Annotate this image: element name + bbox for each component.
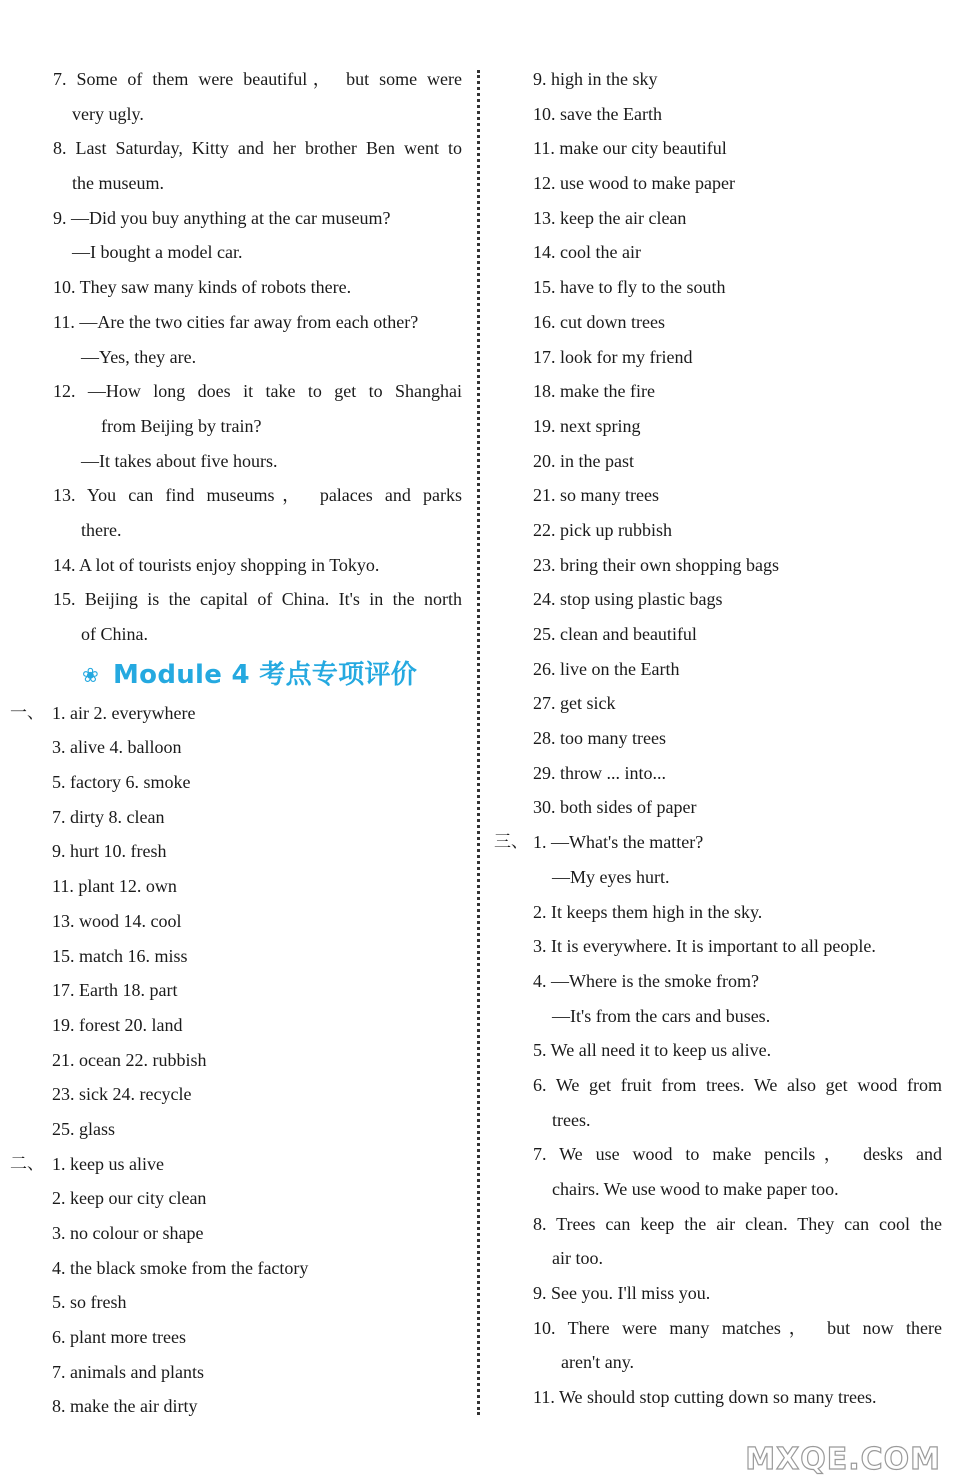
answer-line	[0, 617, 475, 652]
answer-line	[488, 235, 948, 270]
answer-line	[488, 582, 948, 617]
answer-line	[0, 235, 475, 270]
answer-line	[0, 582, 475, 617]
answer-line	[488, 444, 948, 479]
watermark-logo: MXQE.COM	[745, 1442, 941, 1477]
answer-line	[488, 895, 948, 930]
answer-line	[488, 1345, 948, 1380]
answer-text: 7. We use wood to make pencils， desks and	[533, 1144, 942, 1165]
answer-line	[0, 834, 475, 869]
answer-text: 5. We all need it to keep us alive.	[533, 1040, 772, 1061]
answer-line	[488, 340, 948, 375]
answer-text: 10. They saw many kinds of robots there.	[53, 277, 352, 298]
answer-line	[488, 617, 948, 652]
answer-text: —Yes, they are.	[81, 346, 197, 367]
section-marker: 一、	[10, 702, 44, 723]
answer-line	[0, 973, 475, 1008]
answer-line	[488, 201, 948, 236]
answer-text: 26. live on the Earth	[533, 658, 680, 679]
answer-line	[0, 939, 475, 974]
answer-text: 11. We should stop cutting down so many trees.	[533, 1387, 877, 1408]
answer-line	[0, 1355, 475, 1390]
answer-text: air too.	[552, 1248, 603, 1269]
answer-line	[488, 97, 948, 132]
answer-line	[0, 131, 475, 166]
answer-line	[0, 444, 475, 479]
answer-line	[0, 97, 475, 132]
answer-line	[0, 305, 475, 340]
answer-text: 23. sick 24. recycle	[52, 1084, 192, 1105]
answer-line	[488, 548, 948, 583]
answer-text: 29. throw ... into...	[533, 762, 666, 783]
answer-text: 11. —Are the two cities far away from each other?	[53, 311, 419, 332]
answer-line	[488, 1033, 948, 1068]
answer-text: 28. too many trees	[533, 728, 666, 749]
answer-line	[0, 1251, 475, 1286]
answer-text: 25. clean and beautiful	[533, 624, 697, 644]
answer-text: 8. Trees can keep the air clean. They can cool the	[533, 1213, 942, 1234]
answer-line	[0, 1181, 475, 1216]
answer-text: 3. no colour or shape	[52, 1223, 204, 1243]
answer-line	[0, 1147, 475, 1182]
answer-line	[488, 1103, 948, 1138]
module-title: Module 4 考点专项评价	[113, 659, 418, 690]
paw-icon: ❀	[82, 662, 99, 687]
answer-text: 16. cut down trees	[533, 311, 665, 332]
answer-line	[488, 62, 948, 97]
answer-text: 5. so fresh	[52, 1292, 127, 1313]
answer-text: 7. dirty 8. clean	[52, 806, 165, 827]
answer-text: 10. save the Earth	[533, 103, 662, 124]
answer-text: 20. in the past	[533, 450, 634, 471]
answer-line	[0, 1112, 475, 1147]
answer-text: 19. next spring	[533, 415, 641, 436]
answer-line	[0, 201, 475, 236]
answer-text: 25. glass	[52, 1118, 115, 1139]
answer-text: 2. keep our city clean	[52, 1188, 207, 1209]
answer-line	[0, 548, 475, 583]
answer-line	[488, 825, 948, 860]
answer-text: 12. —How long does it take to get to Shanghai	[53, 381, 462, 402]
answer-line	[0, 1077, 475, 1112]
answer-text: 15. match 16. miss	[52, 945, 188, 966]
answer-text: 7. Some of them were beautiful， but some were	[53, 69, 462, 89]
answer-line	[488, 999, 948, 1034]
answer-text: 13. You can find museums， palaces and parks	[53, 485, 462, 506]
answer-line	[488, 756, 948, 791]
answer-line	[488, 409, 948, 444]
answer-text: 21. ocean 22. rubbish	[52, 1049, 207, 1070]
answer-text: 3. It is everywhere. It is important to all people.	[533, 936, 876, 957]
answer-line	[488, 1241, 948, 1276]
answer-line	[488, 929, 948, 964]
answer-text: 22. pick up rubbish	[533, 519, 672, 540]
answer-line	[488, 964, 948, 999]
answer-text: —It's from the cars and buses.	[552, 1005, 771, 1026]
answer-text: 24. stop using plastic bags	[533, 589, 723, 610]
answer-text: —I bought a model car.	[72, 242, 243, 263]
section-marker: 二、	[10, 1153, 44, 1174]
answer-line	[488, 1207, 948, 1242]
answer-text: 15. Beijing is the capital of China. It's in the north	[53, 589, 462, 610]
answer-text: the museum.	[72, 173, 164, 194]
answer-text: 27. get sick	[533, 693, 616, 714]
answer-text: 8. make the air dirty	[52, 1396, 198, 1417]
answer-line	[0, 1216, 475, 1251]
answer-text: 14. A lot of tourists enjoy shopping in Tokyo.	[53, 554, 380, 575]
answer-text: 23. bring their own shopping bags	[533, 554, 779, 575]
answer-line	[488, 305, 948, 340]
answer-line	[0, 800, 475, 835]
answer-line	[488, 131, 948, 166]
answer-text: 3. alive 4. balloon	[52, 737, 182, 758]
answer-text: 13. wood 14. cool	[52, 910, 182, 931]
answer-text: 21. so many trees	[533, 485, 659, 506]
answer-text: 10. There were many matches， but now there	[533, 1317, 942, 1338]
answer-text: aren't any.	[561, 1352, 635, 1373]
answer-text: 11. plant 12. own	[52, 876, 177, 897]
answer-line	[488, 513, 948, 548]
answer-line	[488, 166, 948, 201]
answer-line	[0, 1389, 475, 1424]
answer-line	[488, 860, 948, 895]
answer-text: 9. —Did you buy anything at the car museum?	[53, 207, 391, 228]
answer-line	[488, 374, 948, 409]
answer-text: 14. cool the air	[533, 242, 641, 263]
module-heading	[0, 654, 475, 696]
answer-line	[0, 166, 475, 201]
answer-text: 5. factory 6. smoke	[52, 772, 191, 793]
answer-line	[488, 478, 948, 513]
answer-line	[488, 652, 948, 687]
answer-line	[0, 904, 475, 939]
answer-text: —It takes about five hours.	[81, 450, 278, 471]
answer-text: 9. high in the sky	[533, 69, 658, 89]
answer-text: 19. forest 20. land	[52, 1014, 183, 1035]
answer-text: 2. It keeps them high in the sky.	[533, 901, 763, 922]
answer-text: 15. have to fly to the south	[533, 277, 726, 298]
answer-text: 7. animals and plants	[52, 1361, 204, 1382]
answer-text: 12. use wood to make paper	[533, 173, 735, 194]
left-column	[0, 62, 475, 1424]
answer-text: 9. hurt 10. fresh	[52, 841, 167, 862]
column-divider	[477, 70, 480, 1415]
answer-text: 6. We get fruit from trees. We also get wood from	[533, 1074, 942, 1095]
answer-line	[0, 62, 475, 97]
answer-text: 4. the black smoke from the factory	[52, 1257, 309, 1278]
answer-line	[488, 1380, 948, 1415]
answer-line	[488, 1311, 948, 1346]
answer-line	[488, 686, 948, 721]
answer-line	[0, 478, 475, 513]
right-column	[488, 62, 948, 1415]
answer-line	[0, 270, 475, 305]
answer-line	[0, 409, 475, 444]
answer-text: 6. plant more trees	[52, 1327, 186, 1348]
answer-text: —My eyes hurt.	[552, 866, 670, 887]
answer-line	[0, 1320, 475, 1355]
answer-text: 11. make our city beautiful	[533, 138, 727, 159]
section-marker: 三、	[494, 832, 528, 853]
answer-line	[488, 1172, 948, 1207]
answer-line	[488, 1068, 948, 1103]
answer-text: 8. Last Saturday, Kitty and her brother Ben went to	[53, 138, 462, 159]
answer-text: 4. —Where is the smoke from?	[533, 970, 759, 991]
answer-text: 17. look for my friend	[533, 346, 693, 367]
answer-line	[488, 270, 948, 305]
answer-text: 30. both sides of paper	[533, 797, 697, 818]
answer-text: trees.	[552, 1109, 591, 1130]
answer-line	[0, 730, 475, 765]
answer-text: very ugly.	[72, 103, 144, 124]
answer-line	[0, 765, 475, 800]
answer-text: of China.	[81, 624, 148, 644]
answer-line	[0, 374, 475, 409]
answer-text: 18. make the fire	[533, 381, 655, 402]
answer-line	[488, 1137, 948, 1172]
answer-line	[0, 696, 475, 731]
answer-text: 13. keep the air clean	[533, 207, 687, 228]
answer-text: chairs. We use wood to make paper too.	[552, 1179, 839, 1199]
answer-line	[0, 340, 475, 375]
answer-text: there.	[81, 519, 122, 540]
answer-text: from Beijing by train?	[101, 415, 262, 436]
answer-text: 9. See you. I'll miss you.	[533, 1283, 711, 1304]
answer-text: 1. keep us alive	[52, 1153, 164, 1174]
answer-line	[0, 513, 475, 548]
answer-line	[0, 869, 475, 904]
answer-text: 1. air 2. everywhere	[52, 702, 196, 723]
answer-line	[488, 790, 948, 825]
answer-text: 17. Earth 18. part	[52, 980, 178, 1001]
answer-line	[0, 1043, 475, 1078]
answer-line	[488, 721, 948, 756]
answer-line	[488, 1276, 948, 1311]
answer-line	[0, 1285, 475, 1320]
answer-text: 1. —What's the matter?	[533, 832, 704, 853]
answer-line	[0, 1008, 475, 1043]
